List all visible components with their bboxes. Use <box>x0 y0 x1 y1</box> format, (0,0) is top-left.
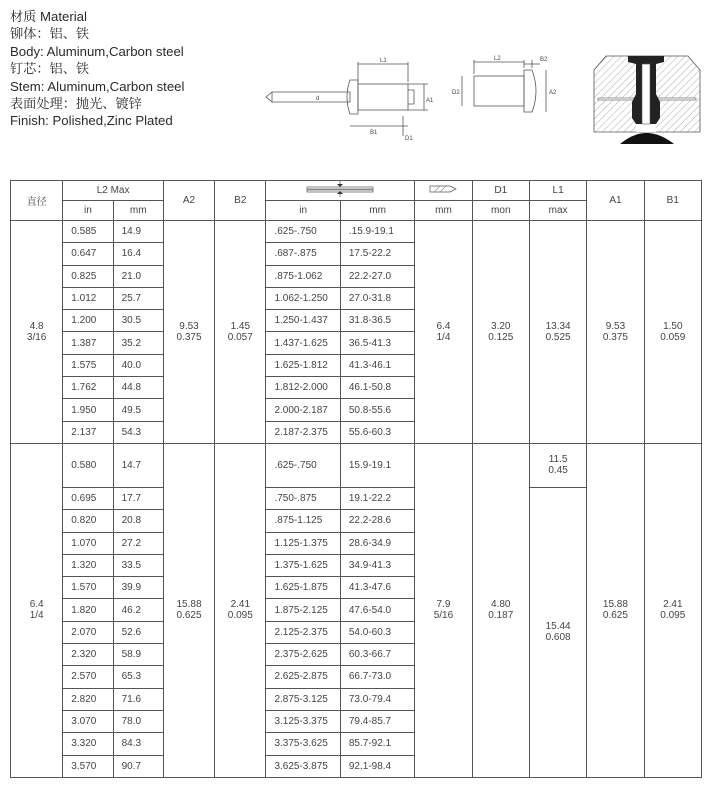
header-l2-mm: mm <box>113 201 163 221</box>
grip-in-cell: .625-.750 <box>266 221 340 243</box>
grip-in-cell: .687-.875 <box>266 243 340 265</box>
value-line: 0.625 <box>176 610 202 622</box>
grip-in-cell: 1.812-2.000 <box>266 377 340 399</box>
l1-short-cell <box>529 443 586 487</box>
dim-label-d2: D2 <box>452 90 460 96</box>
value-line: 0.375 <box>176 331 202 343</box>
value-line: 15.44 <box>545 621 571 633</box>
l2-mm-cell: 14.9 <box>113 221 163 243</box>
l2-mm-cell: 39.9 <box>113 577 163 599</box>
value-line: 0.059 <box>660 331 686 343</box>
l2-in-cell: 0.585 <box>63 221 113 243</box>
body-drawing <box>450 52 560 132</box>
l2-in-cell: 0.820 <box>63 510 113 532</box>
grip-in-cell: 1.875-2.125 <box>266 599 340 621</box>
l2-in-cell: 1.200 <box>63 310 113 332</box>
grip-mm-cell: 22.2-28.6 <box>340 510 414 532</box>
grip-mm-cell: 19.1-22.2 <box>340 487 414 509</box>
value-line: 2.41 <box>663 599 683 611</box>
l2-mm-cell: 46.2 <box>113 599 163 621</box>
header-d1: D1 <box>472 181 529 201</box>
l2-in-cell: 1.575 <box>63 354 113 376</box>
grip-in-cell: .875-1.125 <box>266 510 340 532</box>
l2-in-cell: 3.320 <box>63 733 113 755</box>
grip-in-cell: 2.125-2.375 <box>266 621 340 643</box>
material-line: 表面处理：抛光、镀锌 <box>10 96 142 112</box>
l2-mm-cell: 90.7 <box>113 755 163 777</box>
dim-label-l2: L2 <box>494 56 501 62</box>
diameter-cell <box>11 221 63 444</box>
grip-mm-cell: .15.9-19.1 <box>340 221 414 243</box>
header-grip-in: in <box>266 201 340 221</box>
l2-mm-cell: 71.6 <box>113 688 163 710</box>
table-row <box>11 443 702 487</box>
grip-in-cell: 1.375-1.625 <box>266 554 340 576</box>
dim-label-d1: D1 <box>405 136 413 142</box>
grip-mm-cell: 22.2-27.0 <box>340 265 414 287</box>
l2-mm-cell: 20.8 <box>113 510 163 532</box>
value-line: 0.187 <box>488 610 514 622</box>
l2-in-cell: 1.320 <box>63 554 113 576</box>
grip-mm-cell: 34.9-41.3 <box>340 554 414 576</box>
value-line: 1/4 <box>29 610 44 622</box>
value-line: 7.9 <box>436 599 451 611</box>
value-line: 1/4 <box>436 331 451 343</box>
spec-table-body <box>11 221 702 778</box>
value-line: 1.45 <box>230 320 251 332</box>
l2-in-cell: 2.320 <box>63 644 113 666</box>
rivet-drawing <box>258 52 433 142</box>
l2-in-cell: 2.137 <box>63 421 113 443</box>
d1-cell <box>472 443 529 777</box>
grip-in-cell: 2.625-2.875 <box>266 666 340 688</box>
b2-cell <box>215 443 266 777</box>
grip-in-cell: 2.187-2.375 <box>266 421 340 443</box>
header-b1: B1 <box>644 181 701 221</box>
l2-in-cell: 3.070 <box>63 710 113 732</box>
l2-in-cell: 2.070 <box>63 621 113 643</box>
drill-bit-icon <box>428 184 458 194</box>
l2-in-cell: 0.825 <box>63 265 113 287</box>
a2-cell <box>163 443 214 777</box>
grip-mm-cell: 36.5-41.3 <box>340 332 414 354</box>
grip-mm-cell: 55.6-60.3 <box>340 421 414 443</box>
material-line: 铆体：铝、铁 <box>10 26 90 42</box>
value-line: 2.41 <box>230 599 251 611</box>
l2-in-cell: 1.950 <box>63 399 113 421</box>
d1-cell <box>472 221 529 444</box>
a1-cell <box>587 221 644 444</box>
grip-mm-cell: 41.3-46.1 <box>340 354 414 376</box>
value-line: 0.45 <box>548 465 568 477</box>
l2-in-cell: 1.387 <box>63 332 113 354</box>
l2-in-cell: 1.820 <box>63 599 113 621</box>
table-row <box>11 221 702 243</box>
drill-cell <box>415 443 472 777</box>
header-l2max: L2 Max <box>63 181 164 201</box>
grip-in-cell: 3.125-3.375 <box>266 710 340 732</box>
l2-mm-cell: 25.7 <box>113 287 163 309</box>
grip-mm-cell: 17.5-22.2 <box>340 243 414 265</box>
l2-in-cell: 0.580 <box>63 443 113 487</box>
dim-label-b1: B1 <box>370 130 378 136</box>
value-line: 1.50 <box>663 320 683 332</box>
b2-cell <box>215 221 266 444</box>
grip-mm-cell: 85.7-92.1 <box>340 733 414 755</box>
value-line: 5/16 <box>433 610 454 622</box>
l2-in-cell: 2.570 <box>63 666 113 688</box>
l2-mm-cell: 35.2 <box>113 332 163 354</box>
header-drill <box>415 181 472 201</box>
value-line: 0.525 <box>545 331 571 343</box>
a1-cell <box>587 443 644 777</box>
section-drawing <box>590 52 704 144</box>
grip-in-cell: 1.062-1.250 <box>266 287 340 309</box>
material-line: Stem: Aluminum,Carbon steel <box>10 78 185 94</box>
value-line: 4.8 <box>29 320 44 332</box>
header-drill-mm: mm <box>415 201 472 221</box>
value-line: 9.53 <box>179 320 199 332</box>
l2-mm-cell: 78.0 <box>113 710 163 732</box>
l2-mm-cell: 54.3 <box>113 421 163 443</box>
value-line: 0.608 <box>545 632 571 644</box>
grip-mm-cell: 73.0-79.4 <box>340 688 414 710</box>
grip-in-cell: .750-.875 <box>266 487 340 509</box>
a2-cell <box>163 221 214 444</box>
header-grip-mm: mm <box>340 201 414 221</box>
material-line: Finish: Polished,Zinc Plated <box>10 113 173 129</box>
value-line: 15.88 <box>602 599 628 611</box>
l2-in-cell: 1.070 <box>63 532 113 554</box>
l2-in-cell: 0.647 <box>63 243 113 265</box>
grip-mm-cell: 46.1-50.8 <box>340 377 414 399</box>
grip-in-cell: 1.437-1.625 <box>266 332 340 354</box>
value-line: 6.4 <box>436 320 451 332</box>
value-line: 0.625 <box>602 610 628 622</box>
l2-mm-cell: 30.5 <box>113 310 163 332</box>
grip-mm-cell: 60.3-66.7 <box>340 644 414 666</box>
grip-in-cell: 2.000-2.187 <box>266 399 340 421</box>
grip-mm-cell: 79.4-85.7 <box>340 710 414 732</box>
grip-mm-cell: 92.1-98.4 <box>340 755 414 777</box>
grip-in-cell: 3.375-3.625 <box>266 733 340 755</box>
material-line: 钉芯：铝、铁 <box>10 61 90 77</box>
value-line: 0.375 <box>602 331 628 343</box>
l1-cell <box>529 487 586 777</box>
l2-in-cell: 3.570 <box>63 755 113 777</box>
l2-in-cell: 0.695 <box>63 487 113 509</box>
l2-mm-cell: 21.0 <box>113 265 163 287</box>
grip-range-icon <box>305 181 375 197</box>
grip-mm-cell: 66.7-73.0 <box>340 666 414 688</box>
value-line: 0.057 <box>227 331 253 343</box>
l1-cell <box>529 221 586 444</box>
value-line: 0.095 <box>660 610 686 622</box>
value-line: 0.125 <box>488 331 514 343</box>
l2-mm-cell: 84.3 <box>113 733 163 755</box>
l2-mm-cell: 14.7 <box>113 443 163 487</box>
grip-mm-cell: 28.6-34.9 <box>340 532 414 554</box>
l2-in-cell: 1.570 <box>63 577 113 599</box>
l2-in-cell: 1.762 <box>63 377 113 399</box>
l2-mm-cell: 33.5 <box>113 554 163 576</box>
value-line: 3.20 <box>491 320 511 332</box>
l2-mm-cell: 65.3 <box>113 666 163 688</box>
dim-label-l1: L1 <box>380 58 387 64</box>
grip-in-cell: 1.625-1.812 <box>266 354 340 376</box>
grip-in-cell: 3.625-3.875 <box>266 755 340 777</box>
b1-cell <box>644 443 701 777</box>
grip-in-cell: 1.250-1.437 <box>266 310 340 332</box>
l2-mm-cell: 44.8 <box>113 377 163 399</box>
material-line: 材质 Material <box>10 9 87 24</box>
header-a2: A2 <box>163 181 214 221</box>
grip-in-cell: .875-1.062 <box>266 265 340 287</box>
l2-mm-cell: 52.6 <box>113 621 163 643</box>
l2-mm-cell: 16.4 <box>113 243 163 265</box>
drill-cell <box>415 221 472 444</box>
grip-mm-cell: 54.0-60.3 <box>340 621 414 643</box>
value-line: 3/16 <box>26 331 47 343</box>
header-d1-unit: mon <box>472 201 529 221</box>
header-b2: B2 <box>215 181 266 221</box>
header-l1-unit: max <box>529 201 586 221</box>
dim-label-a1: A1 <box>426 98 433 104</box>
dim-label-a2: A2 <box>549 90 557 96</box>
grip-in-cell: 2.375-2.625 <box>266 644 340 666</box>
value-line: 9.53 <box>605 320 626 332</box>
header-l2-in: in <box>63 201 113 221</box>
value-line: 11.5 <box>548 454 568 466</box>
dim-label-b2: B2 <box>540 57 548 63</box>
grip-in-cell: 1.625-1.875 <box>266 577 340 599</box>
b1-cell <box>644 221 701 444</box>
l2-in-cell: 1.012 <box>63 287 113 309</box>
l2-in-cell: 2.820 <box>63 688 113 710</box>
l2-mm-cell: 49.5 <box>113 399 163 421</box>
value-line: 13.34 <box>545 320 571 332</box>
grip-mm-cell: 50.8-55.6 <box>340 399 414 421</box>
header-a1: A1 <box>587 181 644 221</box>
header-grip-range <box>266 181 415 201</box>
l2-mm-cell: 58.9 <box>113 644 163 666</box>
diameter-cell <box>11 443 63 777</box>
grip-mm-cell: 15.9-19.1 <box>340 443 414 487</box>
value-line: 0.095 <box>227 610 253 622</box>
l2-mm-cell: 27.2 <box>113 532 163 554</box>
value-line: 15.88 <box>176 599 202 611</box>
value-line: 4.80 <box>491 599 511 611</box>
grip-in-cell: 2.875-3.125 <box>266 688 340 710</box>
material-line: Body: Aluminum,Carbon steel <box>10 43 184 59</box>
header-l1: L1 <box>529 181 586 201</box>
grip-mm-cell: 31.8-36.5 <box>340 310 414 332</box>
header-diameter: 直径 <box>11 181 63 221</box>
grip-in-cell: 1.125-1.375 <box>266 532 340 554</box>
l2-mm-cell: 40.0 <box>113 354 163 376</box>
l2-mm-cell: 17.7 <box>113 487 163 509</box>
dim-label-d: d <box>316 96 320 102</box>
spec-table <box>10 180 702 778</box>
value-line: 6.4 <box>29 599 44 611</box>
grip-mm-cell: 47.6-54.0 <box>340 599 414 621</box>
grip-in-cell: .625-.750 <box>266 443 340 487</box>
grip-mm-cell: 27.0-31.8 <box>340 287 414 309</box>
material-info <box>10 8 184 130</box>
grip-mm-cell: 41.3-47.6 <box>340 577 414 599</box>
